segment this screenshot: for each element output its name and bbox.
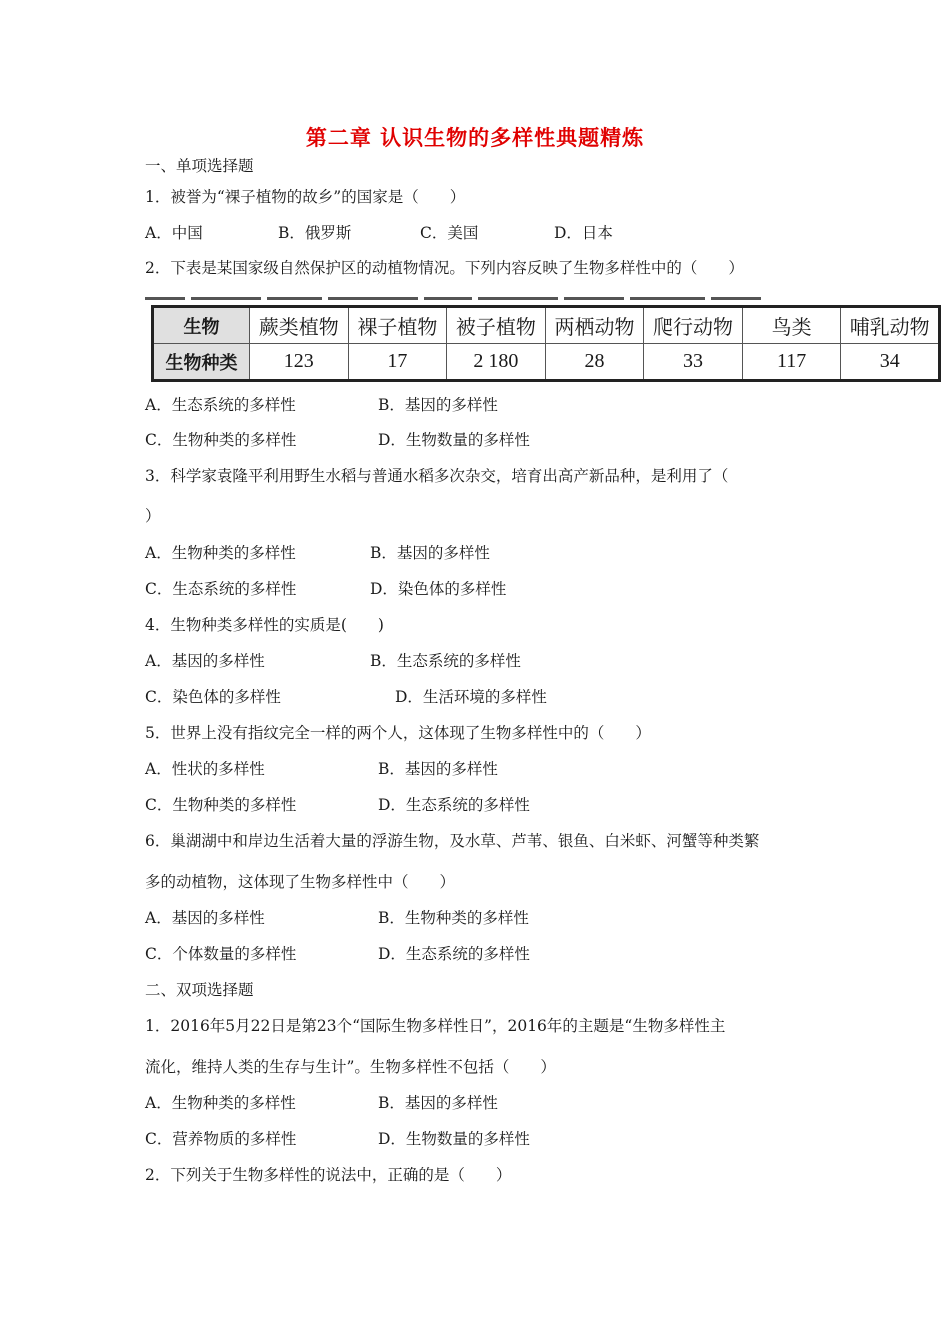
table-header-cell: 被子植物 bbox=[447, 307, 546, 344]
q2-option-c: C．生物种类的多样性 bbox=[145, 431, 297, 449]
table-header-cell: 哺乳动物 bbox=[841, 307, 940, 344]
q1-option-b: B．俄罗斯 bbox=[278, 224, 352, 242]
d1-option-b: B．基因的多样性 bbox=[378, 1094, 498, 1112]
table-row bbox=[153, 344, 940, 381]
q6-option-a: A．基因的多样性 bbox=[145, 909, 265, 927]
table-header-cell: 两栖动物 bbox=[545, 307, 644, 344]
q5-option-d: D．生态系统的多样性 bbox=[378, 796, 530, 814]
q3-option-a: A．生物种类的多样性 bbox=[145, 544, 296, 562]
section-heading-single: 一、单项选择题 bbox=[145, 157, 254, 175]
q1-option-c: C．美国 bbox=[420, 224, 479, 242]
d1-option-c: C．营养物质的多样性 bbox=[145, 1130, 297, 1148]
q2-option-b: B．基因的多样性 bbox=[378, 396, 498, 414]
q4-option-a: A．基因的多样性 bbox=[145, 652, 265, 670]
species-table bbox=[151, 305, 941, 382]
table-cell: 17 bbox=[348, 344, 447, 381]
table-header-cell: 裸子植物 bbox=[348, 307, 447, 344]
q6-option-c: C．个体数量的多样性 bbox=[145, 945, 297, 963]
d1-option-a: A．生物种类的多样性 bbox=[145, 1094, 296, 1112]
q6-option-b: B．生物种类的多样性 bbox=[378, 909, 529, 927]
q5-option-c: C．生物种类的多样性 bbox=[145, 796, 297, 814]
question-6-stem-cont: 多的动植物，这体现了生物多样性中（ ） bbox=[145, 873, 456, 891]
double-question-1-stem-cont: 流化，维持人类的生存与生计”。生物多样性不包括（ ） bbox=[145, 1058, 556, 1076]
table-cell: 2 180 bbox=[447, 344, 546, 381]
table-cell: 34 bbox=[841, 344, 940, 381]
double-question-2-stem: 2．下列关于生物多样性的说法中，正确的是（ ） bbox=[145, 1166, 512, 1184]
table-cell: 123 bbox=[250, 344, 349, 381]
question-5-stem: 5．世界上没有指纹完全一样的两个人，这体现了生物多样性中的（ ） bbox=[145, 724, 651, 742]
page-title: 第二章 认识生物的多样性典题精炼 bbox=[305, 126, 645, 150]
q3-option-c: C．生态系统的多样性 bbox=[145, 580, 297, 598]
q2-option-d: D．生物数量的多样性 bbox=[378, 431, 530, 449]
q1-option-d: D．日本 bbox=[554, 224, 613, 242]
q4-option-b: B．生态系统的多样性 bbox=[370, 652, 521, 670]
q5-option-b: B．基因的多样性 bbox=[378, 760, 498, 778]
table-header-row bbox=[153, 307, 940, 344]
garbled-text-strip bbox=[145, 294, 800, 302]
table-cell: 28 bbox=[545, 344, 644, 381]
q3-option-b: B．基因的多样性 bbox=[370, 544, 490, 562]
q1-option-a: A．中国 bbox=[145, 224, 203, 242]
question-3-stem: 3．科学家袁隆平利用野生水稻与普通水稻多次杂交，培育出高产新品种，是利用了（ bbox=[145, 467, 729, 485]
question-4-stem: 4．生物种类多样性的实质是( ) bbox=[145, 616, 384, 634]
table-cell: 117 bbox=[742, 344, 841, 381]
question-3-stem-cont: ） bbox=[145, 507, 161, 525]
q3-option-d: D．染色体的多样性 bbox=[370, 580, 507, 598]
table-row-label: 生物种类 bbox=[153, 344, 250, 381]
table-header-cell: 生物 bbox=[153, 307, 250, 344]
table-header-cell: 鸟类 bbox=[742, 307, 841, 344]
question-1-stem: 1．被誉为“裸子植物的故乡”的国家是（ ） bbox=[145, 188, 466, 206]
q4-option-d: D．生活环境的多样性 bbox=[395, 688, 547, 706]
q4-option-c: C．染色体的多样性 bbox=[145, 688, 281, 706]
table-header-cell: 爬行动物 bbox=[644, 307, 743, 344]
d1-option-d: D．生物数量的多样性 bbox=[378, 1130, 530, 1148]
q5-option-a: A．性状的多样性 bbox=[145, 760, 265, 778]
section-heading-double: 二、双项选择题 bbox=[145, 981, 254, 999]
q2-option-a: A．生态系统的多样性 bbox=[145, 396, 296, 414]
table-header-cell: 蕨类植物 bbox=[250, 307, 349, 344]
question-6-stem: 6．巢湖湖中和岸边生活着大量的浮游生物，及水草、芦苇、银鱼、白米虾、河蟹等种类繁 bbox=[145, 832, 760, 850]
table-cell: 33 bbox=[644, 344, 743, 381]
q6-option-d: D．生态系统的多样性 bbox=[378, 945, 530, 963]
double-question-1-stem: 1．2016年5月22日是第23个“国际生物多样性日”，2016年的主题是“生物多样性主 bbox=[145, 1017, 726, 1035]
question-2-stem: 2．下表是某国家级自然保护区的动植物情况。下列内容反映了生物多样性中的（ ） bbox=[145, 259, 744, 277]
